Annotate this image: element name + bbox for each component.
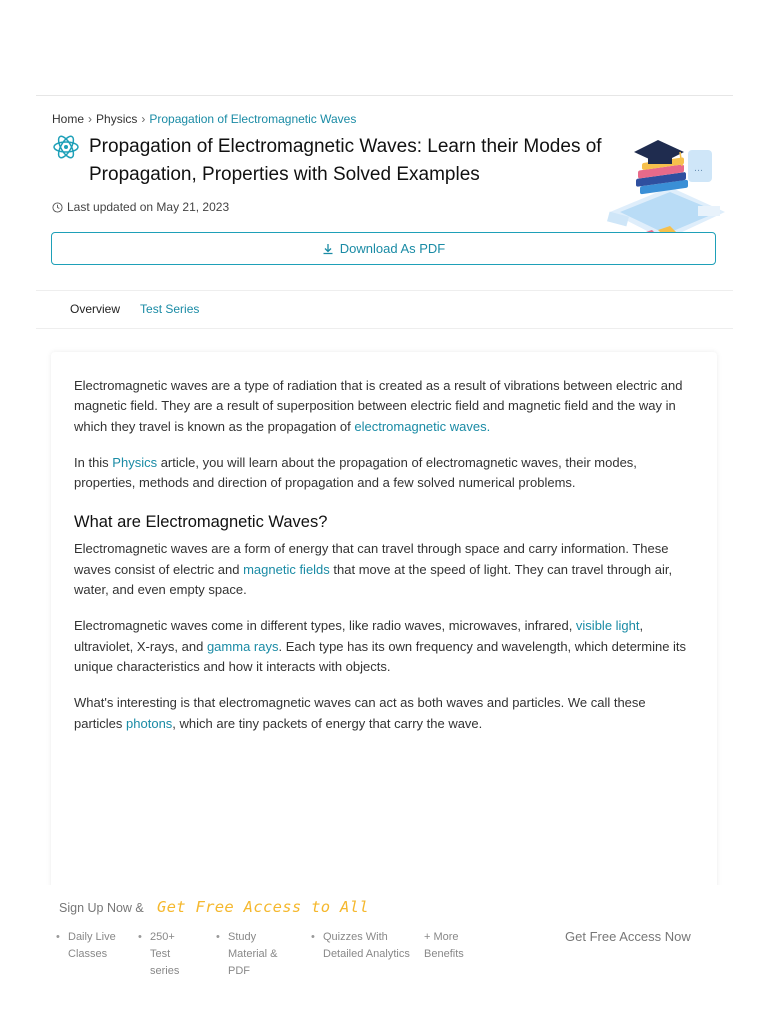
download-pdf-button[interactable] [51,232,716,265]
paragraph-text: In this [74,454,113,470]
promo-highlight: Get Free Access to All [157,898,369,916]
breadcrumb-physics[interactable]: Physics [96,112,138,126]
last-updated-text: Last updated on May 21, 2023 [67,200,230,214]
paragraph-text: article, you will learn about the propagation of electromagnetic waves, their modes, properties, methods and direction of propagation and a few solved numerical problems. [74,454,637,491]
link-gamma-rays[interactable]: gamma rays [206,638,279,654]
promo-lead: Sign Up Now & [59,901,144,915]
tab-test-series[interactable]: Test Series [140,302,200,316]
tabs-divider-bottom [36,328,733,329]
link-magnetic-fields[interactable]: magnetic fields [243,561,330,577]
benefit-item [311,929,419,963]
bullet-icon: • [311,931,315,943]
paragraph-definition [74,539,694,600]
paragraph-text: , which are tiny packets of energy that carry the wave. [172,715,483,731]
paragraph-text: What's interesting is that electromagnetic waves can act as both waves and particles. We call these particles [74,695,646,731]
clock-icon [52,202,63,213]
chevron-right-icon: › [141,112,146,126]
chevron-right-icon: › [88,112,93,126]
breadcrumb-home[interactable]: Home [52,112,85,126]
last-updated [52,200,229,214]
more-benefits: + More Benefits [424,931,464,960]
breadcrumb [52,112,356,126]
link-physics[interactable]: Physics [112,454,158,470]
article-tabs [70,302,199,316]
link-photons[interactable]: photons [126,715,173,731]
benefit-item [216,929,294,980]
paragraph-article-scope [74,453,694,494]
link-electromagnetic-waves[interactable]: electromagnetic waves. [354,418,491,434]
get-free-access-button[interactable]: Get Free Access Now [565,929,691,944]
section-heading: What are Electromagnetic Waves? [74,513,328,532]
svg-text:…: … [694,164,703,174]
benefit-label: Quizzes With Detailed Analytics [323,931,410,960]
bullet-icon: • [56,931,60,943]
link-visible-light[interactable]: visible light [575,618,640,634]
paragraph-text: . Each type has its own frequency and wavelength, which determine its unique characteristics and how it interacts with objects. [74,638,687,674]
benefit-item [138,929,190,980]
paragraph-text: Electromagnetic waves come in different types, like radio waves, microwaves, infrared, [74,618,576,634]
page-title: Propagation of Electromagnetic Waves: Learn their Modes of Propagation, Properties with Solved Examples [89,136,602,185]
article-content [74,376,694,750]
top-divider [36,95,733,96]
tab-overview[interactable]: Overview [70,302,121,316]
download-icon [322,243,334,255]
tabs-divider-top [36,290,733,291]
benefit-label: Daily Live Classes [68,931,116,960]
benefit-label: 250+ Test series [150,931,180,977]
download-pdf-label: Download As PDF [339,241,446,256]
atom-icon [52,133,80,161]
paragraph-text: , ultraviolet, X-rays, and [74,618,644,654]
paragraph-photons [74,693,694,734]
breadcrumb-current[interactable]: Propagation of Electromagnetic Waves [149,112,357,126]
paragraph-text: Electromagnetic waves are a form of energy that can travel through space and carry information. These waves consist of electric and [74,541,669,577]
paragraph-text: Electromagnetic waves are a type of radiation that is created as a result of vibrations between electric and magnetic field. They are a result of superposition between electric field and magnetic field and the way in which they travel is known as the propagation of [74,378,683,434]
benefit-item [56,929,128,963]
benefit-label: Study Material & PDF [228,931,278,977]
paragraph-intro [74,376,694,437]
paragraph-types [74,616,694,677]
paragraph-text: that move at the speed of light. They can travel through air, water, and even empty space. [74,561,673,598]
bullet-icon: • [138,931,142,943]
bullet-icon: • [216,931,220,943]
